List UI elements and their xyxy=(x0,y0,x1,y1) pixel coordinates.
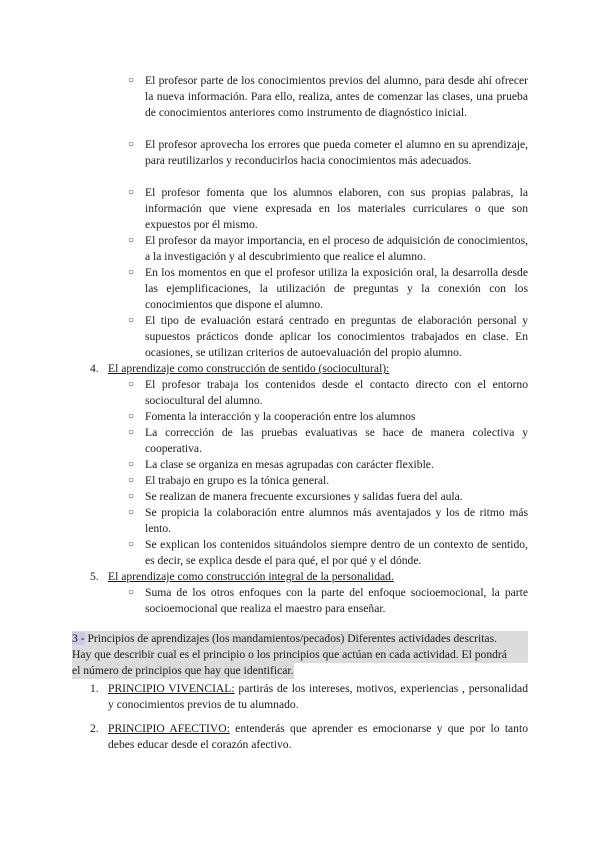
bullet-marker: ○ xyxy=(128,315,135,326)
bullet-marker: ○ xyxy=(128,75,135,86)
bullet-marker: ○ xyxy=(128,235,135,246)
list-item: El profesor aprovecha los errores que pueda cometer el alumno en su aprendizaje, para reutilizarlos y reconducirlos hacia conocimientos más adecuados. xyxy=(145,138,528,167)
list-item: La clase se organiza en mesas agrupadas con carácter flexible. xyxy=(145,458,434,471)
list-number: 5. xyxy=(90,570,99,583)
list-number: 2. xyxy=(90,722,99,735)
list-item: El profesor da mayor importancia, en el proceso de adquisición de conocimientos, a la investigación y al descubrimiento que realice el alumno. xyxy=(145,234,528,263)
list-item: Se propicia la colaboración entre alumnos más aventajados y los de ritmo más lento. xyxy=(145,506,528,535)
list-item: Se realizan de manera frecuente excursiones y salidas fuera del aula. xyxy=(145,490,463,503)
section-heading: El aprendizaje como construcción de sentido (sociocultural): xyxy=(108,362,390,375)
section-text-line: el número de principios que hay que identificar. xyxy=(72,664,294,677)
list-item: El tipo de evaluación estará centrado en preguntas de elaboración personal y supuestos prácticos donde aplicar los conocimientos trabajados en clase. En ocasiones, se utilizan criterios de autoevaluación del propio alumno. xyxy=(145,314,528,359)
bullet-marker: ○ xyxy=(128,139,135,150)
section-heading: El aprendizaje como construcción integral de la personalidad. xyxy=(108,570,394,583)
bullet-marker: ○ xyxy=(128,491,135,502)
section-text-line: Hay que describir cual es el principio o los principios que actúan en cada actividad. El pondrá xyxy=(72,647,528,663)
list-number: 1. xyxy=(90,682,99,695)
principle-item xyxy=(108,681,528,713)
list-item: El profesor fomenta que los alumnos elaboren, con sus propias palabras, la información que viene expresada en los materiales curriculares o que son expuestos por él mismo. xyxy=(145,186,528,231)
bullet-marker: ○ xyxy=(128,539,135,550)
section-number: 3 - xyxy=(72,632,85,645)
bullet-marker: ○ xyxy=(128,411,135,422)
bullet-marker: ○ xyxy=(128,475,135,486)
principle-name: PRINCIPIO VIVENCIAL: xyxy=(108,682,235,695)
list-item: La corrección de las pruebas evaluativas se hace de manera colectiva y cooperativa. xyxy=(145,426,528,455)
principle-name: PRINCIPIO AFECTIVO: xyxy=(108,722,230,735)
list-item: Suma de los otros enfoques con la parte del enfoque socioemocional, la parte socioemocional que realiza el maestro para enseñar. xyxy=(145,586,528,615)
principle-item xyxy=(108,721,528,753)
bullet-marker: ○ xyxy=(128,187,135,198)
section-3-paragraph xyxy=(72,631,528,679)
list-item: En los momentos en que el profesor utiliza la exposición oral, la desarrolla desde las ejemplificaciones, la utilización de preguntas y la conexión con los conocimientos que dispone el alumno. xyxy=(145,266,528,311)
bullet-marker: ○ xyxy=(128,507,135,518)
bullet-marker: ○ xyxy=(128,379,135,390)
principle-text: partirás de los intereses, motivos, experiencias , personalidad y conocimientos previos de tu alumnado. xyxy=(108,682,528,711)
list-item: Se explican los contenidos situándolos siempre dentro de un contexto de sentido, es decir, se explica desde el para qué, el por qué y el dónde. xyxy=(145,538,528,567)
bullet-marker: ○ xyxy=(128,267,135,278)
list-number: 4. xyxy=(90,362,99,375)
list-item: El profesor parte de los conocimientos previos del alumno, para desde ahí ofrecer la nueva información. Para ello, realiza, antes de comenzar las clases, una prueba de conocimientos anteriores como instrumento de diagnóstico inicial. xyxy=(145,74,528,119)
list-item: El profesor trabaja los contenidos desde el contacto directo con el entorno sociocultural del alumno. xyxy=(145,378,528,407)
bullet-marker: ○ xyxy=(128,459,135,470)
bullet-marker: ○ xyxy=(128,587,135,598)
section-text-line: Principios de aprendizajes (los mandamientos/pecados) Diferentes actividades descritas. xyxy=(87,632,497,645)
list-item: El trabajo en grupo es la tónica general. xyxy=(145,474,330,487)
list-item: Fomenta la interacción y la cooperación entre los alumnos xyxy=(145,410,416,423)
bullet-marker: ○ xyxy=(128,427,135,438)
principle-text: entenderás que aprender es emocionarse y que por lo tanto debes educar desde el corazón afectivo. xyxy=(108,722,529,751)
